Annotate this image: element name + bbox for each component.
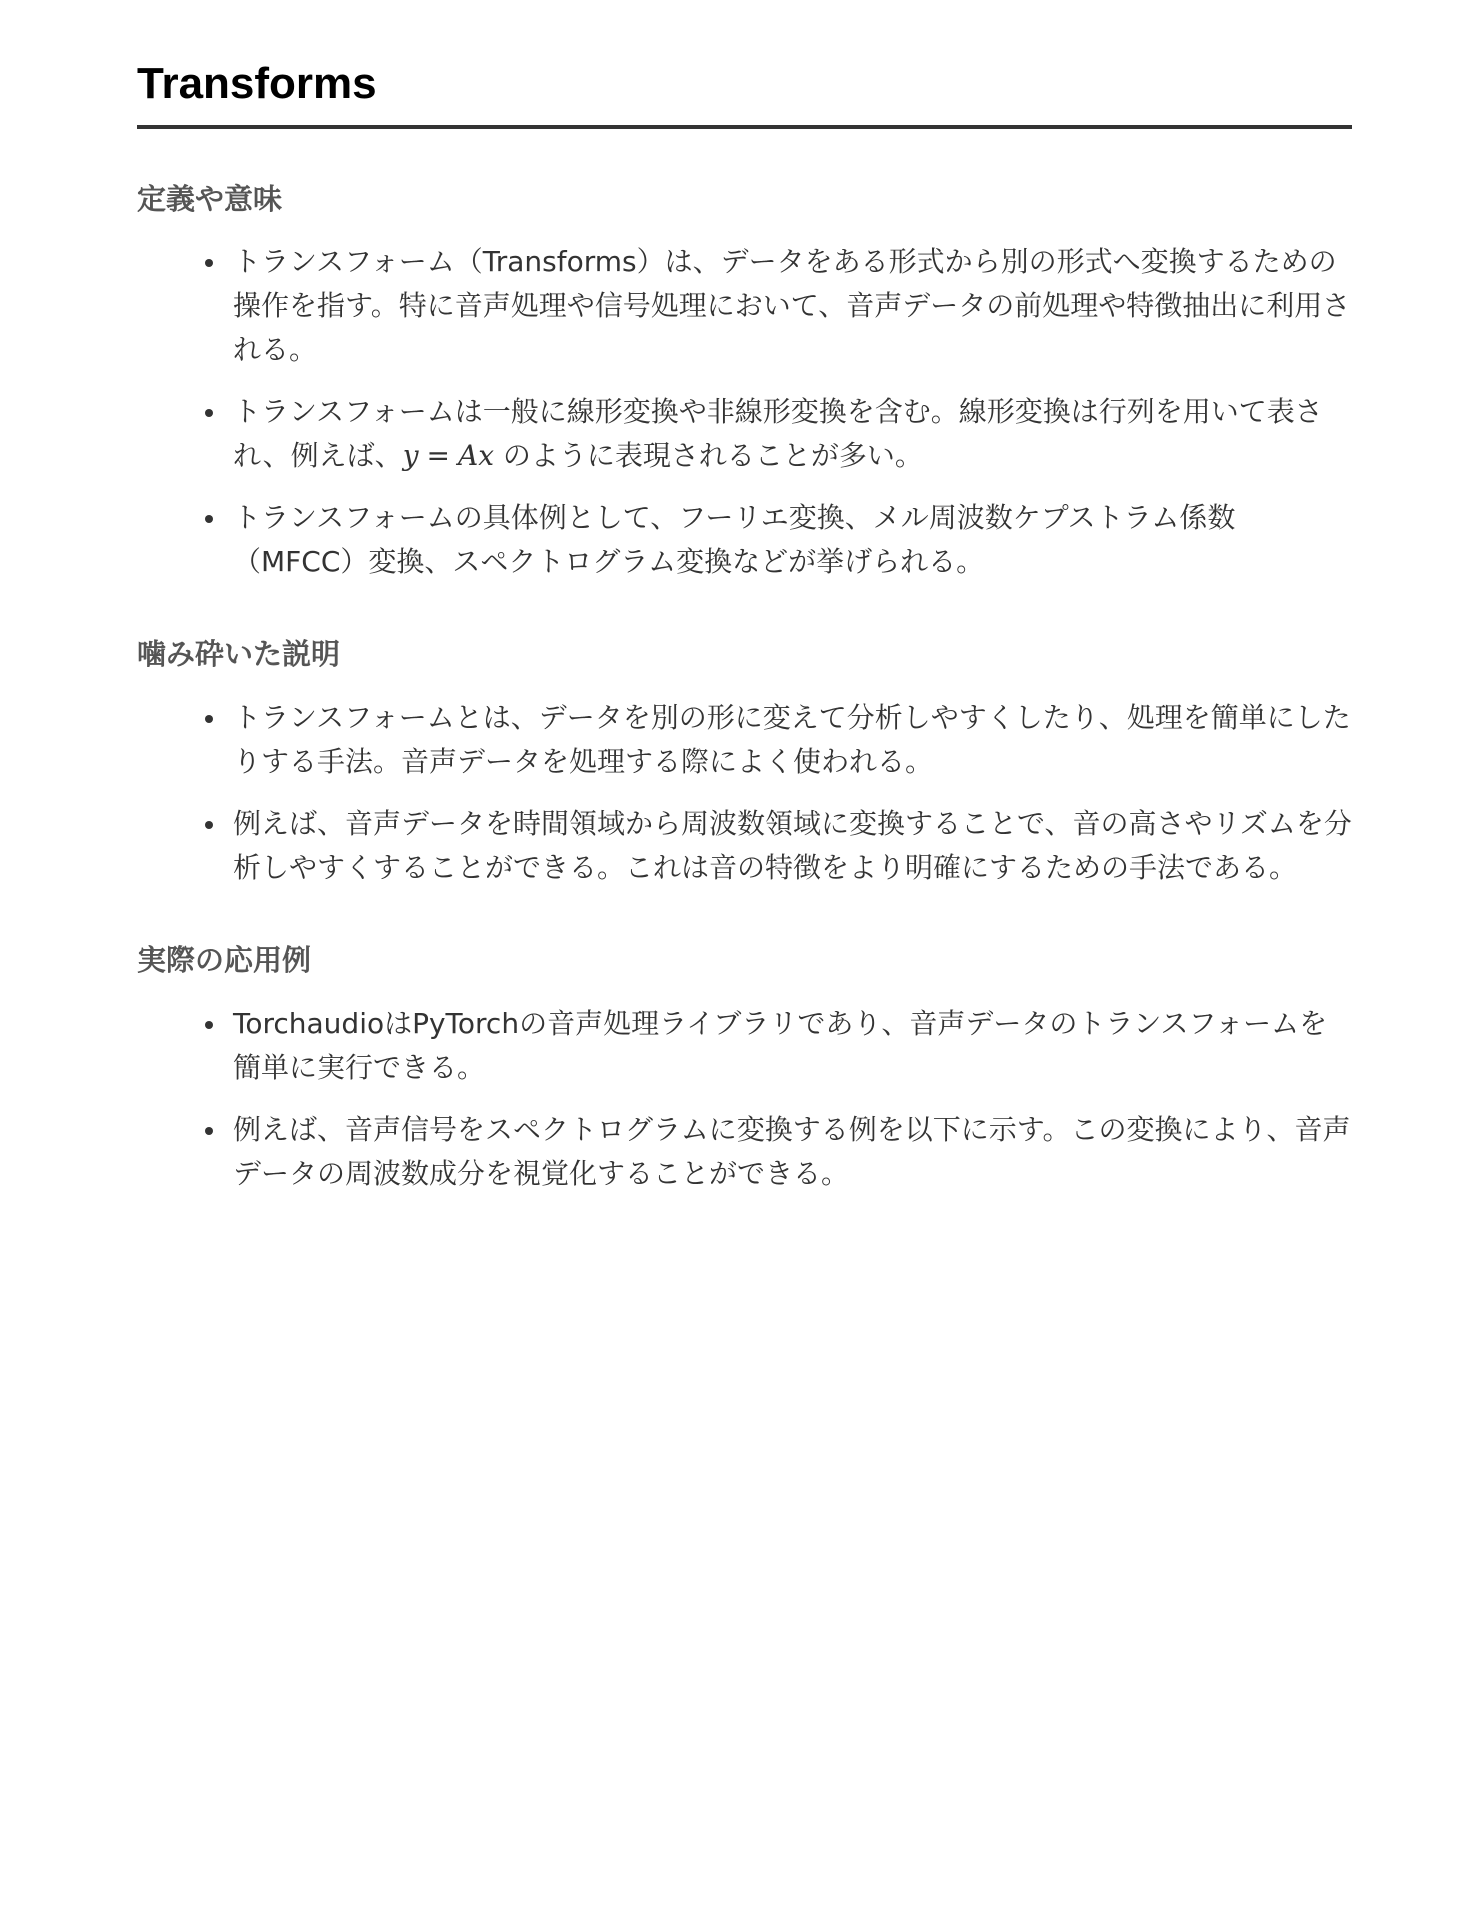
list-item: 例えば、音声データを時間領域から周波数領域に変換することで、音の高さやリズムを分析しやすくすることができる。これは音の特徴をより明確にするための手法である。	[233, 802, 1352, 890]
math-operator: =	[426, 439, 450, 473]
list-item	[233, 390, 1352, 478]
section-heading: 定義や意味	[137, 181, 283, 216]
section-heading: 噛み砕いた説明	[137, 637, 341, 672]
section-explanation	[137, 636, 1352, 890]
list-item: トランスフォームの具体例として、フーリエ変換、メル周波数ケプストラム係数（MFCC）変換、スペクトログラム変換などが挙げられる。	[233, 496, 1352, 584]
list-item-text: トランスフォームは一般に線形変換や非線形変換を含む。線形変換は行列を用いて表され、例えば、	[233, 395, 1323, 473]
list-item: トランスフォームとは、データを別の形に変えて分析しやすくしたり、処理を簡単にしたりする手法。音声データを処理する際によく使われる。	[233, 696, 1352, 784]
list-item: トランスフォーム（Transforms）は、データをある形式から別の形式へ変換するための操作を指す。特に音声処理や信号処理において、音声データの前処理や特徴抽出に利用される。	[233, 240, 1352, 372]
list-item-text: のように表現されることが多い。	[494, 439, 923, 473]
list-item: TorchaudioはPyTorchの音声処理ライブラリであり、音声データのトランスフォームを簡単に実行できる。	[233, 1002, 1352, 1090]
section-applications	[137, 942, 1352, 1196]
document-content	[137, 58, 1352, 1214]
section-definition	[137, 181, 1352, 585]
math-lhs: y	[402, 439, 419, 473]
math-rhs: Ax	[457, 439, 494, 473]
math-formula	[403, 439, 494, 472]
page-title: Transforms	[137, 58, 1352, 129]
bullet-list	[137, 696, 1352, 890]
section-heading: 実際の応用例	[137, 943, 312, 978]
bullet-list	[137, 1002, 1352, 1196]
bullet-list	[137, 240, 1352, 584]
list-item: 例えば、音声信号をスペクトログラムに変換する例を以下に示す。この変換により、音声データの周波数成分を視覚化することができる。	[233, 1108, 1352, 1196]
